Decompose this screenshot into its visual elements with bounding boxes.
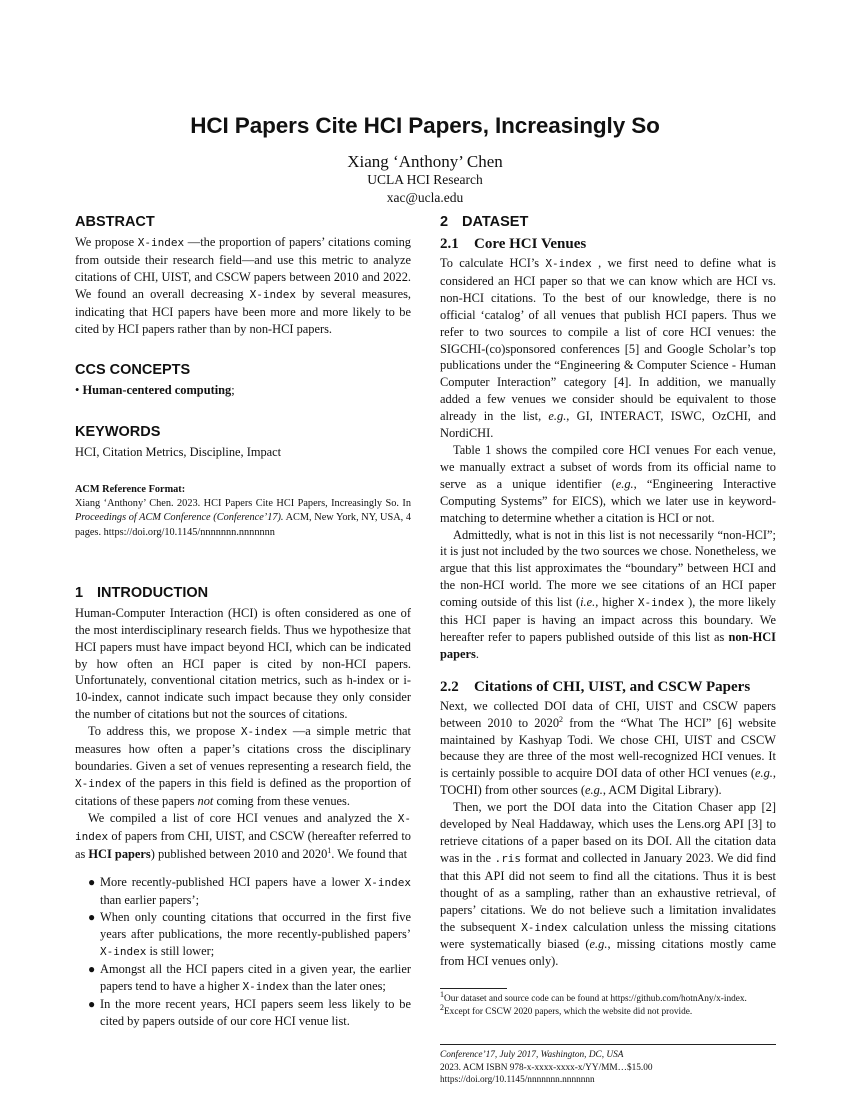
author-name: Xiang ‘Anthony’ Chen: [347, 152, 503, 171]
intro-paragraph: To address this, we propose X-index —a simple metric that measures how often a paper’s citations cross the disciplinary boundaries. Given a set of venues representing a research field, the X-index of the papers in this field is defined as the proportion of citations of these papers not coming from these venues.: [75, 724, 411, 808]
list-item: ● More recently-published HCI papers have a lower X-index than earlier papers’;: [88, 875, 411, 908]
keywords-heading: KEYWORDS: [75, 424, 161, 441]
dataset-paragraph: Table 1 shows the compiled core HCI venues For each venue, we manually extract a subset of words from its official name to serve as a unique identifier (e.g., “Engineering Interactive Computing Systems” for EICS), which we later use in keyword-matching to determine whether a citation is HCI or not.: [440, 442, 776, 525]
introduction-heading: 1 INTRODUCTION: [75, 584, 209, 601]
left-column: [75, 212, 411, 1030]
intro-paragraph: We compiled a list of core HCI venues and analyzed the X-index of papers from CHI, UIST, and CSCW (hereafter referred to as HCI papers) published between 2010 and 2020$^1$. We found that: [75, 810, 411, 861]
abstract-heading: ABSTRACT: [75, 214, 155, 230]
author-affiliation: UCLA HCI Research: [367, 172, 483, 187]
findings-list: [75, 874, 411, 1029]
right-column: [440, 212, 776, 1087]
dataset-heading: 2 DATASET: [440, 214, 529, 230]
subsection-heading-core-venues: 2.1 Core HCI Venues: [440, 236, 587, 252]
dataset-paragraph: Then, we port the DOI data into the Citation Chaser app [2] developed by Neal Haddaway, which uses the Lens.org API [3] to retrieve citations of a paper based on its DOI. All the citation data was in the .ris format and collected in January 2023. We did find that this API did not seem to find all the citations. Thus it is best thought of as a sampling, rather than an exhaustive retrieval, of papers’ citations. We do not believe such a limitation invalidates the subsequent X-index calculation unless the missing citations were systematically biased (e.g., missing citations mostly came from HCI venues only).: [440, 800, 777, 969]
ccs-concepts: • Human-centered computing;: [75, 383, 235, 398]
dataset-paragraph: Admittedly, what is not in this list is not necessarily “non-HCI”; it is just not included by the two sources we chose. Nonetheless, we argue that this list approximates the “boundary” between HCI and the non-HCI world. The more we see citations of an HCI paper coming outside of this list (i.e., higher X-index ), the more likely this HCI paper is having an impact across this boundary. We hereafter refer to papers published outside of this list as non-HCI papers.: [440, 527, 776, 661]
list-item: ● Amongst all the HCI papers cited in a given year, the earlier papers tend to have a higher X-index than the later ones;: [88, 961, 411, 993]
paper-title: HCI Papers Cite HCI Papers, Increasingly So: [190, 113, 660, 138]
abstract-text: We propose X-index —the proportion of papers’ citations coming from outside their research field—and use this metric to analyze citations of CHI, UIST, and CSCW papers between 2010 and 2022. We found an overall decreasing X-index by several measures, indicating that HCI papers have been more and more likely to be cited by HCI papers rather than by non-HCI papers.: [75, 235, 411, 336]
footnote-1: $^1$Our dataset and source code can be found at https://github.com/hotnAny/x-index.: [440, 990, 747, 1005]
acm-reference-text: Xiang ‘Anthony’ Chen. 2023. HCI Papers Cite HCI Papers, Increasingly So. In Proceedings of ACM Conference (Conference’17). ACM, New York, NY, USA, 4 pages. https://doi.org/10.1145/nnnnnnn.nnnnnnn: [75, 498, 411, 538]
dataset-paragraph: To calculate HCI’s X-index , we first need to define what is considered an HCI paper so that we can know which are HCI vs. non-HCI citations. To the best of our knowledge, there is no official ‘catalog’ of all venues that publish HCI papers. Thus we refer to two sources to compile a list of core HCI venues: the SIGCHI-(co)sponsored conferences [5] and Google Scholar’s top publications under the “Engineering & Computer Science - Human Computer Interaction” category [4]. In addition, we manually added a few venues we consider should be equivalent to those already in the list, e.g., GI, INTERACT, ISWC, OzCHI, and NordiCHI.: [440, 256, 776, 441]
footnote-2: $^2$Except for CSCW 2020 papers, which the website did not provide.: [440, 1002, 693, 1017]
conference-line: Conference’17, July 2017, Washington, DC, USA: [440, 1050, 624, 1061]
isbn-line: 2023. ACM ISBN 978-x-xxxx-xxxx-x/YY/MM…$15.00: [440, 1062, 653, 1073]
dataset-paragraph: Next, we collected DOI data of CHI, UIST and CSCW papers between 2010 to 2020$^2$ from the “What The HCI” [6] website maintained by Kashyap Todi. We chose CHI, UIST and CSCW because they are three of the most well-recognized HCI venues. It is certainly possible to acquire DOI data of other HCI venues (e.g., TOCHI) from other sources (e.g., ACM Digital Library).: [440, 698, 776, 798]
author-email: xac@ucla.edu: [386, 190, 464, 205]
x-index-term: X-index: [249, 287, 297, 301]
keywords-text: HCI, Citation Metrics, Discipline, Impact: [75, 445, 282, 460]
conference-divider: [440, 1044, 776, 1045]
ccs-heading: CCS CONCEPTS: [75, 362, 191, 379]
x-index-term: X-index: [137, 236, 185, 249]
subsection-heading-citations: 2.2 Citations of CHI, UIST, and CSCW Papers: [440, 678, 751, 695]
list-item: ● When only counting citations that occurred in the first five years after publications, the more recently-published papers’ X-index is still lower;: [88, 910, 411, 959]
list-item: ● In the more recent years, HCI papers seem less likely to be cited by papers outside of our core HCI venue list.: [88, 996, 411, 1028]
acm-reference-heading: ACM Reference Format:: [75, 484, 186, 496]
doi-line: https://doi.org/10.1145/nnnnnnn.nnnnnnn: [440, 1075, 595, 1086]
footnote-divider: [440, 988, 507, 989]
intro-paragraph: Human-Computer Interaction (HCI) is often considered as one of the most interdisciplinary research fields. Thus we hypothesize that HCI papers must have impact beyond HCI, which can be indicated by how often an HCI paper is cited by non-HCI papers. Unfortunately, conventional citation metrics, such as h-index or i-10-index, cannot indicate such impact because they only consider the number of citations but not the sources of citations.: [75, 605, 411, 722]
